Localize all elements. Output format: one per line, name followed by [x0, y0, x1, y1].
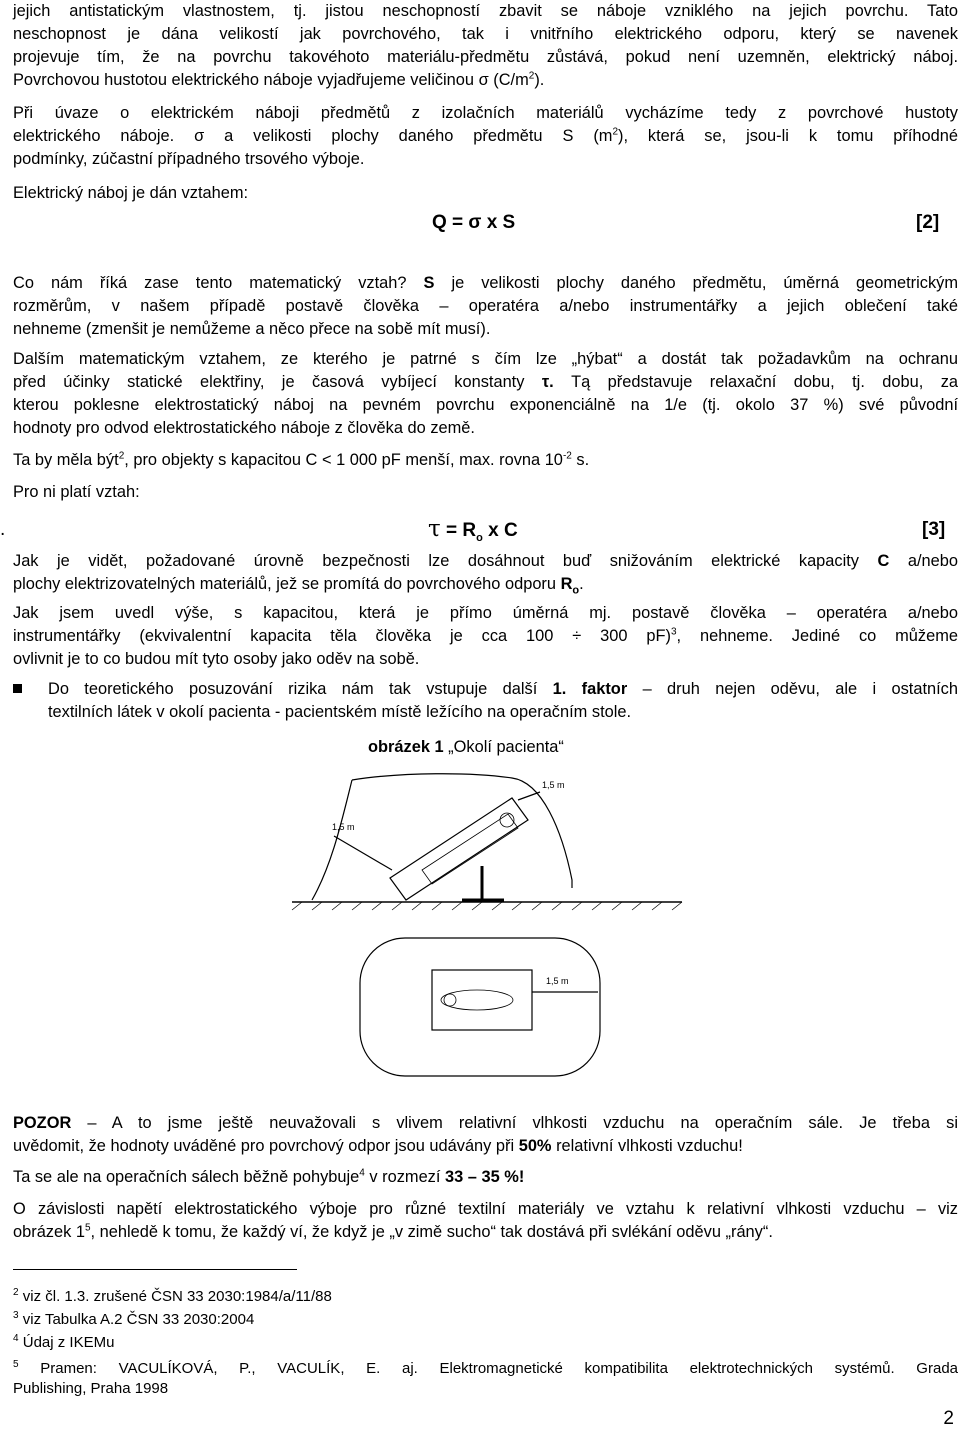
text-line: jejich antistatickým vlastnostem, tj. jistou neschopností zbavit se náboje vzniklého na jejich povrchu. Tato — [13, 2, 958, 20]
footnote-separator — [13, 1269, 297, 1270]
footnote: $^2$ viz čl. 1.3. zrušené ČSN 33 2030:1984/a/11/88 — [13, 1287, 332, 1305]
text-line: textilních látek v okolí pacienta - pacientském místě ležícího na operačním stole. — [48, 703, 632, 721]
paragraph-4 — [13, 272, 958, 341]
text-line: nehneme (zmenšit je nemůžeme a něco přece na sobě mít musí). — [13, 320, 491, 338]
dimension-label: 1,5 m — [332, 822, 355, 832]
paragraph-7 — [13, 481, 958, 504]
dimension-arrow-1 — [334, 836, 392, 870]
text-line: kterou poklesne elektrostatický náboj na pevném povrchu exponenciálně na 1/e (tj. okolo 37 %) své původní — [13, 396, 958, 414]
paragraph-12 — [13, 1198, 958, 1244]
equation-time-constant: $\tau = R_o$ x C — [428, 516, 518, 544]
paragraph-3 — [13, 182, 958, 205]
equation-charge: Q = σ x S — [432, 212, 516, 233]
patient-plan-head — [444, 994, 456, 1006]
zone-outline-left — [312, 780, 352, 900]
text-line: Povrchovou hustotou elektrického náboje vyjadřujeme veličinou σ $(C/m^2)$. — [13, 70, 545, 89]
text-line: před účinky statické elektřiny, je časová vybíjecí konstanty τ. Tą představuje relaxační dobu, tj. dobu, za — [13, 373, 959, 391]
dimension-label: 1,5 m — [546, 976, 569, 986]
paragraph-2 — [13, 102, 958, 171]
bullet-square-icon — [13, 684, 22, 693]
dimension-arrow-2 — [518, 792, 540, 800]
text-line: Pro ni platí vztah: — [13, 483, 140, 501]
text-line: instrumentářky (ekvivalentní kapacita těla člověka je cca 100 ÷ 300 pF)$^3$, nehneme. Jediné co můžeme — [13, 626, 958, 645]
text-line: elektrického náboje. σ a velikosti plochy daného předmětu S $(m^2)$, která se, jsou-li k tomu příhodné — [13, 126, 959, 145]
text-line: Ta se ale na operačních sálech běžně pohybuje$^4$ v rozmezí 33 – 35 %! — [13, 1167, 525, 1186]
paragraph-10 — [13, 1112, 958, 1158]
text-line: ovlivnit je to co budou mít tyto osoby jako oděv na sobě. — [13, 650, 420, 668]
patient-outline — [422, 814, 518, 884]
text-line: POZOR – A to jsme ještě neuvažovali s vlivem relativní vlhkosti vzduchu na operačním sále. Je třeba si — [13, 1114, 958, 1132]
paragraph-11 — [13, 1166, 958, 1189]
equation-number: [2] — [916, 212, 940, 233]
paragraph-5 — [13, 348, 958, 440]
text-line: projevuje tím, že na povrchu takovéhoto materiálu-předmětu zůstává, pokud není uzemněn, elektrický náboj. — [13, 48, 958, 66]
text-line: obrázek $1^5$, nehledě k tomu, že každý ví, že když je „v zimě sucho“ tak dostává při svlékání oděvu „rány“. — [13, 1222, 773, 1241]
page-number: 2 — [943, 1408, 954, 1429]
footnote: $^3$ viz Tabulka A.2 ČSN 33 2030:2004 — [13, 1310, 255, 1328]
bullet-paragraph — [48, 678, 958, 724]
footnote: $^5$ Pramen: VACULÍKOVÁ, P., VACULÍK, E. aj. Elektromagnetické kompatibilita elektrotechnických systémů. Grada Publishing, Praha 1998 — [13, 1359, 958, 1397]
table-plan — [432, 970, 532, 1030]
zone-outline-lower — [360, 938, 600, 1076]
patient-plan-body — [441, 990, 513, 1010]
text-line: neschopnost je dána velikostí jak povrchového, tak i vnitřního elektrického odporu, který se navenek — [13, 25, 958, 43]
text-line: plochy elektrizovatelných materiálů, jež se promítá do povrchového odporu $R_o$. — [13, 575, 584, 597]
floor-hatching — [292, 902, 682, 910]
figure-caption: obrázek 1 „Okolí pacienta“ — [368, 738, 564, 756]
text-line: Jak jsem uvedl výše, s kapacitou, která je přímo úměrná mj. postavě člověka – operatéra a/nebo — [13, 604, 958, 622]
text-line: podmínky, zúčastní případného trsového výboje. — [13, 150, 365, 168]
paragraph-1 — [13, 0, 958, 92]
text-line: Co nám říká zase tento matematický vztah? S je velikosti plochy daného předmětu, úměrná geometrickým — [13, 274, 958, 292]
text-line: hodnoty pro odvod elektrostatického náboje z člověka do země. — [13, 419, 475, 437]
paragraph-6 — [13, 449, 958, 472]
paragraph-9 — [13, 602, 958, 671]
text-line: Ta by měla být$^2$, pro objekty s kapacitou C < 1 000 pF menší, max. rovna $10^{-2}$ s. — [13, 450, 590, 469]
text-line: Jak je vidět, požadované úrovně bezpečnosti lze dosáhnout buď snižováním elektrické kapacity C a/nebo — [13, 552, 958, 570]
footnote: $^4$ Údaj z IKEMu — [13, 1333, 115, 1351]
text-line: Dalším matematickým vztahem, ze kterého je patrné s čím lze „hýbat“ a dostát tak požadavkům na ochranu — [13, 350, 958, 368]
text-line: Elektrický náboj je dán vztahem: — [13, 184, 249, 202]
text-line: Při úvaze o elektrickém náboji předmětů z izolačních materiálů vycházíme tedy z povrchové hustoty — [13, 104, 958, 122]
patient-environment-figure — [272, 770, 692, 1080]
text-line: rozměrům, v našem případě postavě člověka – operatéra a/nebo instrumentářky a jejich oblečení také — [13, 297, 958, 315]
paragraph-8 — [13, 550, 958, 596]
equation-number: [3] — [922, 519, 946, 540]
text-line: O závislosti napětí elektrostatického výboje pro různé textilní materiály ve vztahu k relativní vlhkosti vzduchu – viz — [13, 1200, 958, 1218]
dimension-label: 1,5 m — [542, 780, 565, 790]
text-line: Do teoretického posuzování rizika nám tak vstupuje další 1. faktor – druh nejen oděvu, ale i ostatních — [48, 680, 958, 698]
stray-dot: . — [0, 519, 6, 540]
text-line: uvědomit, že hodnoty uváděné pro povrchový odpor jsou udávány při 50% relativní vlhkosti vzduchu! — [13, 1137, 743, 1155]
